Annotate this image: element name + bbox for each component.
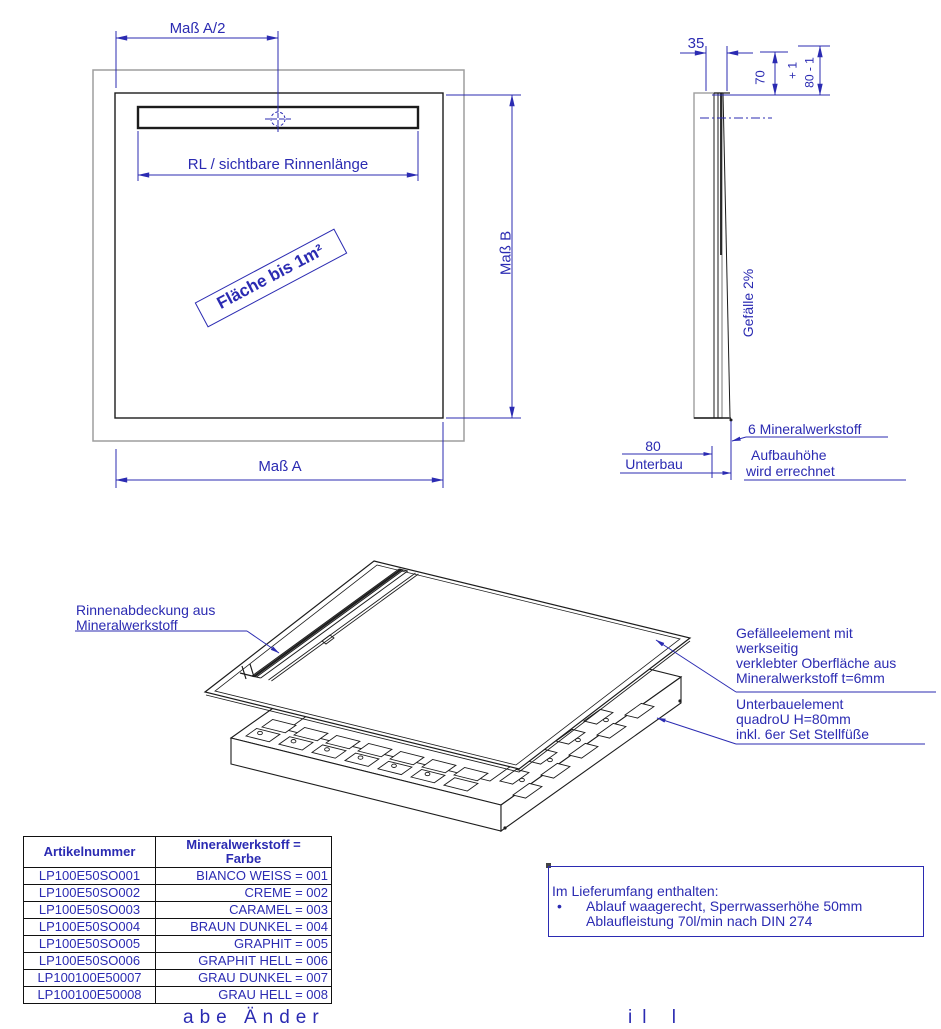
article-number-cell: LP100100E50007 <box>24 970 156 987</box>
base-dim-value: 80 <box>645 438 661 454</box>
foot-hole <box>548 758 553 761</box>
table-row <box>24 885 332 902</box>
base-element-label <box>736 697 869 742</box>
height-note-line2: wird errechnet <box>746 463 835 479</box>
color-cell: BIANCO WEISS = 001 <box>156 868 332 885</box>
color-cell: BRAUN DUNKEL = 004 <box>156 919 332 936</box>
color-cell: GRAPHIT = 005 <box>156 936 332 953</box>
foot-hole <box>520 778 525 781</box>
dim-label-mass-a: Maß A <box>258 458 302 475</box>
foot-hole <box>425 772 430 775</box>
label-line: Unterbauelement <box>736 696 844 712</box>
article-number-cell: LP100E50SO005 <box>24 936 156 953</box>
table-row <box>24 868 332 885</box>
article-number-cell: LP100E50SO002 <box>24 885 156 902</box>
dim-label-80-tol: 80 - 1 <box>802 57 817 88</box>
footer-fragment-left: abe Änder <box>183 1007 325 1028</box>
article-number-cell: LP100E50SO001 <box>24 868 156 885</box>
footer-fragment-right: il l <box>628 1007 686 1028</box>
article-number-cell: LP100E50SO003 <box>24 902 156 919</box>
base-dim-label: Unterbau <box>625 456 683 472</box>
article-table <box>23 836 332 1004</box>
table-row <box>24 936 332 953</box>
label-line: Rinnenabdeckung aus <box>76 602 216 618</box>
height-note-line1: Aufbauhöhe <box>751 447 827 463</box>
delivery-item-line2: Ablaufleistung 70l/min nach DIN 274 <box>586 913 813 929</box>
dim-label-rinnenlaenge: RL / sichtbare Rinnenlänge <box>187 156 369 173</box>
side-dimensions <box>620 46 906 480</box>
label-line: Gefälleelement mit <box>736 625 853 641</box>
foot-hole <box>392 764 397 767</box>
label-line: werkseitig <box>736 640 799 656</box>
color-cell: GRAU HELL = 008 <box>156 987 332 1004</box>
article-table-header-artikelnummer: Artikelnummer <box>24 837 156 868</box>
dim-label-70: 70 <box>752 70 768 85</box>
area-note: Fläche bis 1m² <box>195 229 348 328</box>
color-cell: GRAU DUNKEL = 007 <box>156 970 332 987</box>
dim-label-35: 35 <box>687 35 705 52</box>
foot-hole <box>325 748 330 751</box>
delivery-title: Im Lieferumfang enthalten: <box>552 883 719 899</box>
header-farbe-line2: Farbe <box>225 851 262 866</box>
article-number-cell: LP100E50SO006 <box>24 953 156 970</box>
table-row <box>24 953 332 970</box>
delivery-scope-box <box>548 866 924 937</box>
foot-hole <box>258 731 263 734</box>
cover-label <box>76 603 215 633</box>
slope-label: Gefälle 2% <box>740 268 756 338</box>
foot-hole <box>358 756 363 759</box>
article-table-header-row <box>24 837 332 868</box>
bullet-icon: • <box>557 898 562 914</box>
article-table-header-farbe <box>156 837 332 868</box>
foot-hole <box>576 738 581 741</box>
surface-note: 6 Mineralwerkstoff <box>748 421 862 437</box>
dim-label-tol-plus: + 1 <box>785 62 800 80</box>
plan-inner-element <box>115 93 443 418</box>
table-row <box>24 987 332 1004</box>
slope-element-label <box>736 626 896 686</box>
color-cell: CARAMEL = 003 <box>156 902 332 919</box>
article-number-cell: LP100100E50008 <box>24 987 156 1004</box>
delivery-item-line1: Ablauf waagerecht, Sperrwasserhöhe 50mm <box>586 898 863 914</box>
table-row <box>24 902 332 919</box>
foot-hole <box>604 718 609 721</box>
color-cell: GRAPHIT HELL = 006 <box>156 953 332 970</box>
article-number-cell: LP100E50SO004 <box>24 919 156 936</box>
side-view-element <box>694 93 733 422</box>
label-line: inkl. 6er Set Stellfüße <box>736 726 870 742</box>
table-row <box>24 919 332 936</box>
label-line: verklebter Oberfläche aus <box>736 655 897 671</box>
header-farbe-line1: Mineralwerkstoff = <box>186 837 301 852</box>
foot-hole <box>291 740 296 743</box>
dim-label-mass-b: Maß B <box>497 230 515 276</box>
label-line: Mineralwerkstoff <box>76 617 178 633</box>
table-row <box>24 970 332 987</box>
label-line: Mineralwerkstoff t=6mm <box>736 670 885 686</box>
dim-label-mass-a2: Maß A/2 <box>169 20 226 37</box>
label-line: quadroU H=80mm <box>736 711 851 727</box>
color-cell: CREME = 002 <box>156 885 332 902</box>
